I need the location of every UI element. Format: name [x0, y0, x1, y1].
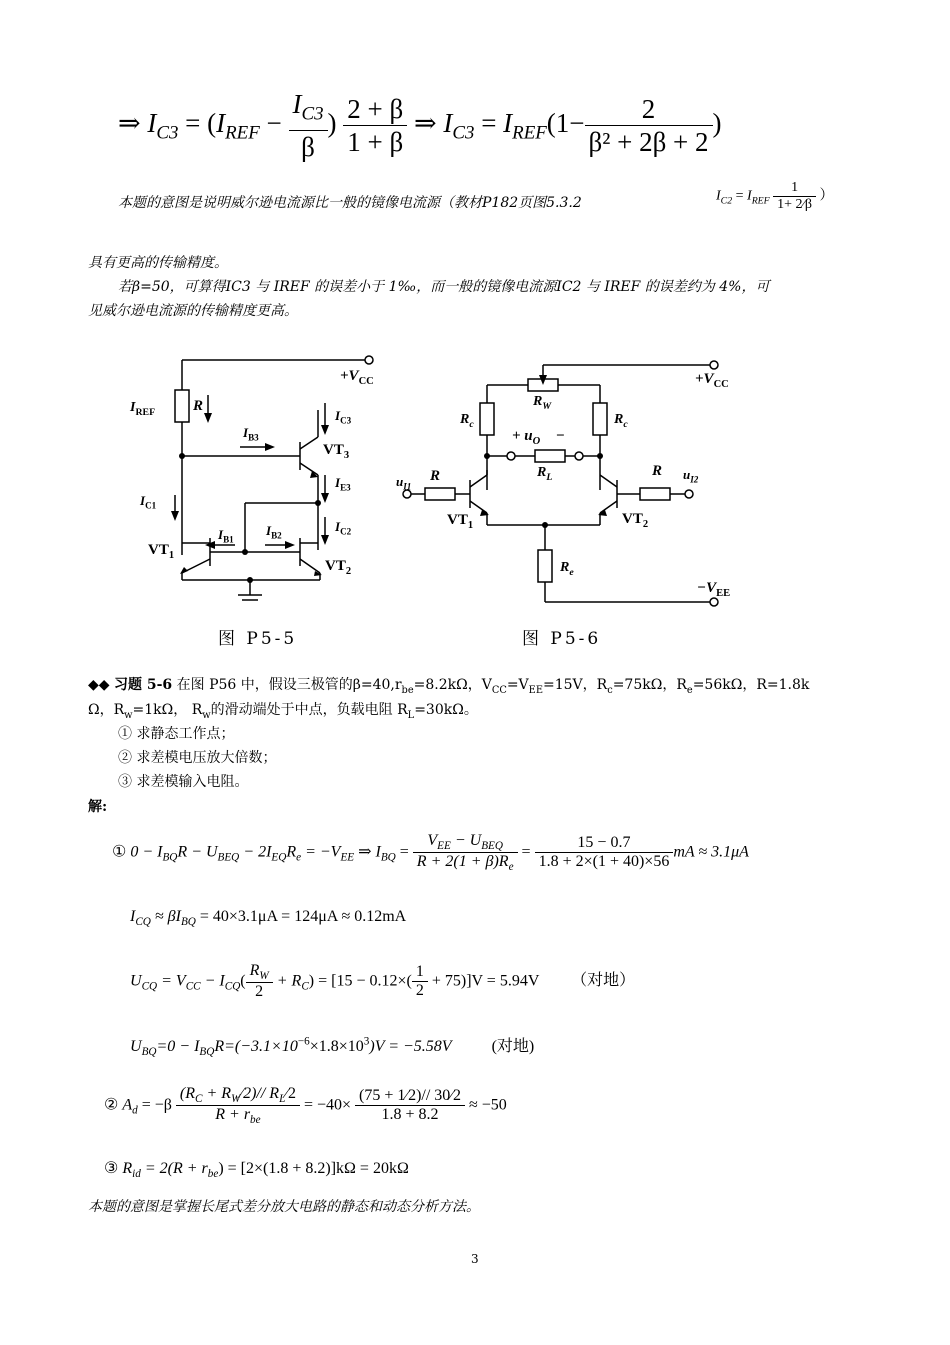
- fig2-ui2-label: [683, 467, 698, 485]
- problem-text: =75kΩ，R: [612, 677, 687, 693]
- ic2-sub: C2: [340, 526, 352, 537]
- fig1-ib2-label: [266, 523, 282, 541]
- rw-sub: w: [124, 709, 133, 721]
- ib1-text: I: [218, 527, 224, 542]
- term-sub: BEQ: [217, 851, 240, 864]
- fraction-ic2: [773, 180, 816, 213]
- term: A: [122, 1096, 133, 1114]
- re-text: R: [560, 560, 570, 575]
- ie3-sub: E3: [340, 482, 351, 493]
- vcc-text: +V: [695, 371, 714, 387]
- frac-sub: C: [195, 1093, 203, 1106]
- re-sub: e: [686, 684, 693, 696]
- ic3-text: I: [335, 408, 341, 423]
- uo-minus: −: [555, 428, 565, 444]
- figure-p5-5-caption: 图 P5-5: [218, 629, 298, 649]
- term-sub: CQ: [224, 980, 241, 993]
- note: （对地）: [571, 972, 636, 990]
- result: mA ≈ 3.1μA: [673, 843, 749, 861]
- ic2-sub: C2: [720, 195, 733, 207]
- note: (对地): [491, 1038, 535, 1055]
- rl-sub: L: [407, 709, 415, 721]
- frac-sub: W: [259, 970, 269, 983]
- vt3-text: VT: [323, 442, 344, 458]
- fraction-ibq: [413, 832, 518, 873]
- paragraph-2-line-2: 见威尔逊电流源的传输精度更高。: [88, 303, 298, 319]
- ic3-sub: C3: [156, 122, 179, 144]
- rw-text: R: [533, 394, 543, 409]
- problem-marks: ◆◆: [88, 677, 110, 693]
- ie3-text: I: [335, 475, 341, 490]
- open-paren: (1−: [546, 107, 585, 138]
- vt1-sub: 1: [467, 520, 474, 531]
- result: ≈ −50: [468, 1096, 507, 1114]
- fraction-2-over-poly: [585, 93, 713, 158]
- fig2-ui1-label: [396, 474, 411, 492]
- frac-den: 1 + β: [343, 125, 407, 158]
- uo-text: + u: [512, 428, 533, 444]
- exponent: −6: [297, 1035, 310, 1048]
- term: R: [122, 1160, 133, 1177]
- frac-den: R + 2(1 + β)R: [416, 853, 509, 871]
- frac-den: 1+ 2⁄β: [773, 196, 816, 213]
- frac-num: ⁄2)// R: [240, 1085, 280, 1102]
- ui1-sub: I1: [403, 481, 412, 492]
- problem-title: 习题 5-6: [114, 677, 173, 693]
- frac-sub: e: [508, 861, 514, 874]
- term-sub: EQ: [271, 851, 287, 864]
- term: + R: [276, 972, 302, 990]
- implies-symbol: ⇒: [414, 107, 437, 138]
- problem-text: 在图 P56 中，假设三极管的β=40,r: [176, 677, 402, 693]
- exponent: 3: [363, 1035, 370, 1048]
- ic3-symbol: I: [443, 107, 453, 138]
- fraction-rw-2: [246, 962, 273, 1001]
- fig1-ib3-label: [243, 425, 259, 443]
- figure-p5-6-caption: 图 P5-6: [522, 629, 602, 649]
- problem-text: =1kΩ， R: [132, 702, 203, 718]
- solution-step-1: [112, 832, 749, 873]
- vcc-sub: CC: [491, 684, 507, 696]
- result: = 40×3.1μA = 124μA ≈ 0.12mA: [199, 908, 407, 925]
- iref-symbol: I: [747, 188, 752, 204]
- ic2-text: I: [335, 519, 341, 534]
- fig2-rl-label: [537, 465, 552, 483]
- term-sub: BQ: [180, 916, 196, 929]
- equals: =: [399, 843, 409, 861]
- term-sub: CQ: [135, 916, 151, 929]
- term-sub: BQ: [199, 1046, 215, 1059]
- iref-sub: REF: [751, 195, 770, 207]
- term: − I: [204, 972, 225, 990]
- fig1-r-label: R: [193, 398, 204, 414]
- close-paren: ): [712, 107, 722, 138]
- term: =0 − I: [156, 1038, 200, 1055]
- iref-symbol: I: [216, 107, 226, 138]
- vt2-text: VT: [622, 511, 643, 527]
- fig1-vt1-label: [148, 542, 174, 561]
- frac-num: 2: [641, 94, 656, 125]
- ib2-sub: B2: [271, 530, 282, 541]
- frac-num: ⁄2: [285, 1085, 296, 1102]
- fig1-ic3-label: [335, 408, 351, 426]
- term-sub: be: [207, 1168, 219, 1181]
- fig2-uo-label: [512, 428, 565, 447]
- problem-text: =30kΩ。: [414, 702, 478, 718]
- problem-text: Ω，R: [88, 702, 125, 718]
- problem-text: =V: [506, 677, 529, 693]
- fig1-ib1-label: [218, 527, 234, 545]
- fig1-iref-label: [130, 400, 155, 418]
- iref-symbol: I: [503, 107, 513, 138]
- vcc-sub: CC: [358, 376, 374, 387]
- frac-den: R + r: [215, 1106, 251, 1124]
- term-sub: BQ: [141, 1046, 157, 1059]
- frac-sub: be: [250, 1114, 261, 1127]
- ic2-symbol: I: [716, 188, 721, 204]
- frac-num: 15 − 0.7: [577, 834, 631, 852]
- vt1-sub: 1: [168, 550, 175, 561]
- ui2-sub: I2: [690, 474, 699, 485]
- rw-sub: w: [202, 709, 211, 721]
- iref-sub: REF: [135, 406, 156, 418]
- rc-sub: c: [607, 684, 613, 696]
- problem-text: =56kΩ，R=1.8k: [692, 677, 810, 693]
- term: = 2(R + r: [144, 1160, 208, 1177]
- term: ≈ βI: [154, 908, 181, 925]
- rbe-sub: be: [401, 684, 414, 696]
- iref-sub: REF: [225, 122, 260, 144]
- vt3-sub: 3: [343, 450, 350, 461]
- ic2-formula: [716, 180, 834, 213]
- iref-sub: REF: [512, 122, 547, 144]
- rl-sub: L: [546, 471, 553, 483]
- term: ⇒ I: [358, 843, 381, 861]
- term-sub: e: [296, 851, 302, 864]
- ib2-text: I: [266, 523, 272, 538]
- figure-p5-6: [395, 355, 755, 615]
- frac-num: R: [249, 962, 260, 979]
- step-marker: ③: [104, 1160, 119, 1177]
- term-sub: CQ: [141, 980, 158, 993]
- frac-num: − U: [454, 832, 482, 849]
- close-paren: ）: [819, 188, 834, 204]
- frac-sub: L: [279, 1093, 286, 1106]
- term: R=(−3.1×10: [214, 1038, 298, 1055]
- equals: =: [521, 843, 531, 861]
- fig2-rc-left-label: [460, 412, 474, 430]
- result: + 75)]V = 5.94V: [431, 972, 540, 990]
- frac-num: I: [292, 89, 302, 119]
- rc-sub: c: [623, 418, 628, 430]
- term: I: [130, 908, 136, 925]
- vee-text: −V: [697, 580, 717, 596]
- fig2-rw-label: [533, 394, 551, 412]
- fig2-vcc-label: [695, 371, 729, 390]
- problem-line-2: [88, 700, 478, 726]
- term: ) = [15 − 0.12×(: [308, 972, 412, 990]
- problem-line-1: [88, 675, 809, 701]
- step-marker: ②: [104, 1096, 119, 1114]
- ic1-sub: C1: [145, 500, 157, 511]
- term: = −40×: [303, 1096, 352, 1114]
- vt2-sub: 2: [642, 519, 649, 530]
- frac-num: (75 + 1⁄2)// 30⁄2: [359, 1087, 461, 1105]
- fraction-ic3-beta: [289, 88, 328, 163]
- ib1-sub: B1: [223, 534, 234, 545]
- ib3-text: I: [243, 425, 249, 440]
- vee-sub: EE: [528, 684, 543, 696]
- frac-den: 2: [412, 981, 428, 1000]
- vt1-text: VT: [447, 512, 468, 528]
- problem-item-3: ③ 求差模输入电阻。: [118, 774, 249, 790]
- frac-num: V: [427, 832, 438, 849]
- term: U: [130, 972, 142, 990]
- re-sub: e: [569, 566, 574, 578]
- problem-text: 的滑动端处于中点，负载电阻 R: [210, 702, 408, 718]
- vcc-text: +V: [340, 368, 359, 384]
- vt1-text: VT: [148, 542, 169, 558]
- solution-label: 解:: [88, 799, 108, 815]
- result: )V = −5.58V: [369, 1038, 452, 1055]
- vt2-sub: 2: [345, 566, 352, 577]
- ic3-sub: C3: [452, 122, 475, 144]
- frac-num: 1: [791, 180, 799, 195]
- term: 0 − I: [130, 843, 163, 861]
- fig2-vt1-label: [447, 512, 473, 531]
- problem-text: =15V，R: [542, 677, 608, 693]
- rw-sub: W: [542, 400, 552, 412]
- ic3-sub: C3: [340, 415, 352, 426]
- step-marker: ①: [112, 843, 127, 861]
- term: − 2I: [243, 843, 272, 861]
- frac-den: 1.8 + 8.2: [355, 1105, 465, 1124]
- close-paren: ): [327, 107, 337, 138]
- fig2-rc-right-label: [614, 412, 628, 430]
- paren: (: [240, 972, 246, 990]
- frac-sub: EE: [437, 840, 451, 853]
- fig1-vt2-label: [325, 558, 351, 577]
- term-sub: EE: [340, 851, 355, 864]
- fig1-vcc-label: [340, 368, 374, 387]
- ic1-text: I: [140, 493, 146, 508]
- fig1-ic2-label: [335, 519, 351, 537]
- fig2-r-left-label: R: [430, 468, 441, 484]
- term: = −V: [305, 843, 341, 861]
- fig2-r-right-label: R: [652, 463, 663, 479]
- frac-num: 1: [415, 963, 424, 981]
- frac-den: β² + 2β + 2: [585, 125, 713, 158]
- term: R: [286, 843, 297, 861]
- ic3-symbol: I: [147, 107, 157, 138]
- solution-rid: [104, 1158, 409, 1180]
- fig1-vt3-label: [323, 442, 349, 461]
- ui2-text: u: [683, 467, 691, 482]
- term: R − U: [177, 843, 218, 861]
- rc-text: R: [460, 412, 470, 427]
- fraction-numeric: [535, 834, 674, 871]
- fraction-ad: [176, 1085, 300, 1126]
- term-sub: C: [301, 980, 309, 993]
- frac-sub: BEQ: [481, 840, 503, 853]
- term: U: [130, 1038, 142, 1055]
- problem-item-2: ② 求差模电压放大倍数；: [118, 750, 277, 766]
- solution-icq: [130, 908, 406, 928]
- fraction-half: [412, 963, 428, 1000]
- fig1-ie3-label: [335, 475, 351, 493]
- fig2-re-label: [560, 560, 574, 578]
- page-number: 3: [471, 1252, 479, 1266]
- frac-sub: W: [231, 1093, 241, 1106]
- rl-text: R: [537, 465, 547, 480]
- equation-ic3: [118, 88, 722, 163]
- solution-ad: [104, 1085, 507, 1126]
- frac-den: 1.8 + 2×(1 + 40)×56: [535, 852, 674, 871]
- vee-sub: EE: [716, 588, 731, 599]
- term: ×1.8×10: [309, 1038, 364, 1055]
- final-line: 本题的意图是掌握长尾式差分放大电路的静态和动态分析方法。: [88, 1199, 480, 1215]
- term-sub: CC: [185, 980, 201, 993]
- frac-num-sub: C3: [301, 103, 324, 125]
- implies-symbol: ⇒: [118, 107, 141, 138]
- frac-num: + R: [206, 1085, 232, 1102]
- solution-ubq: [130, 1033, 534, 1058]
- intent-line: 本题的意图是说明威尔逊电流源比一般的镜像电流源（教材P182页图5.3.2: [118, 195, 582, 211]
- problem-item-1: ① 求静态工作点；: [118, 726, 235, 742]
- rc-sub: c: [469, 418, 474, 430]
- problem-text: =8.2kΩ，V: [413, 677, 492, 693]
- paragraph-2-line-1: 若β=50，可算得IC3 与 IREF 的误差小于 1‰，而一般的镜像电流源IC2 与 IREF 的误差约为 4%，可: [118, 279, 770, 295]
- ui1-text: u: [396, 474, 404, 489]
- rc-text: R: [614, 412, 624, 427]
- fraction-beta-ratio: [343, 93, 407, 158]
- solution-ucq: [130, 962, 635, 1001]
- term-sub: d: [132, 1104, 138, 1117]
- term: = V: [161, 972, 186, 990]
- frac-num: 2 + β: [347, 94, 404, 125]
- fig2-vt2-label: [622, 511, 648, 530]
- iref-text: I: [130, 400, 136, 415]
- vcc-sub: CC: [713, 379, 729, 390]
- frac-den: 2: [246, 982, 273, 1001]
- ib3-sub: B3: [248, 432, 259, 443]
- equals: =: [481, 107, 497, 138]
- equals: =: [735, 188, 744, 204]
- fraction-ad-numeric: [355, 1087, 465, 1124]
- frac-den: β: [289, 130, 328, 163]
- frac-num: (R: [179, 1085, 196, 1102]
- result: ) = [2×(1.8 + 8.2)]kΩ = 20kΩ: [218, 1160, 409, 1177]
- term-sub: id: [132, 1168, 141, 1181]
- minus: −: [266, 107, 282, 138]
- term-sub: BQ: [162, 851, 178, 864]
- paragraph-1: 具有更高的传输精度。: [88, 255, 228, 271]
- fig1-ic1-label: [140, 493, 156, 511]
- equals: = (: [185, 107, 217, 138]
- term: = −β: [141, 1096, 172, 1114]
- uo-sub: O: [532, 436, 541, 447]
- term-sub: BQ: [380, 851, 396, 864]
- vt2-text: VT: [325, 558, 346, 574]
- fig2-vee-label: [697, 580, 730, 599]
